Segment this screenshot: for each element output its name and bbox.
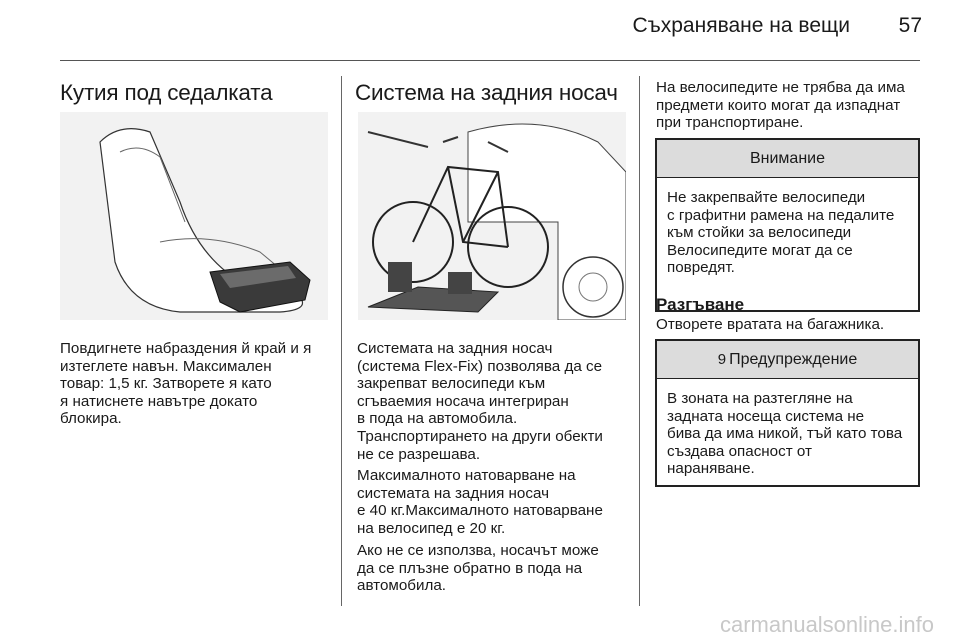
unfolding-text: Отворете вратата на багажника. xyxy=(656,316,885,333)
warning-box xyxy=(655,339,920,487)
rear-carrier-text-1: Системата на задния носач (система Flex-Fix) позволява да се закрепват велосипеди към сгъваемия носача интегриран в пода на автомобила. Транспортирането на други обекти не се разрешава. xyxy=(357,340,603,463)
seat-box-illustration xyxy=(60,112,328,320)
rear-carrier-text-3: Ако не се използва, носачът може да се плъзне обратно в пода на автомобила. xyxy=(357,542,599,595)
seat-box-text: Повдигнете набраздения й край и я изтеглете навън. Максимален товар: 1,5 кг. Затворете я като я натиснете навътре докато блокира. xyxy=(60,340,312,428)
page-header-title: Съхраняване на вещи xyxy=(632,14,850,37)
rear-carrier-text-2: Максималното натоварване на системата на задния носач е 40 кг.Максималното натоварване на велосипед е 20 кг. xyxy=(357,467,603,537)
unfolding-heading: Разгъване xyxy=(656,295,745,314)
header-rule xyxy=(60,60,920,61)
notice-box xyxy=(655,138,920,312)
warning-title: Предупреждение xyxy=(729,351,858,368)
column-divider-1 xyxy=(341,76,342,606)
section-heading-seat-box: Кутия под седалката xyxy=(60,80,273,105)
warning-title-row xyxy=(657,341,918,379)
section-heading-rear-carrier: Система на задния носач xyxy=(355,80,618,105)
bicycle-intro-text: На велосипедите не трябва да има предмети които могат да изпаднат при транспортиране. xyxy=(656,79,905,132)
column-divider-2 xyxy=(639,76,640,606)
page-number: 57 xyxy=(898,14,922,37)
notice-title: Внимание xyxy=(657,140,918,178)
notice-text: Не закрепвайте велосипеди с графитни рамена на педалите към стойки за велосипеди Велосипедите могат да се повредят. xyxy=(667,189,895,277)
watermark: carmanualsonline.info xyxy=(719,612,934,637)
warning-text: В зоната на разтегляне на задната носеща система не бива да има никой, тъй като това създава опасност от нараняване. xyxy=(667,390,903,478)
rear-carrier-illustration xyxy=(358,112,626,320)
warning-triangle-icon: 9 xyxy=(717,351,727,368)
